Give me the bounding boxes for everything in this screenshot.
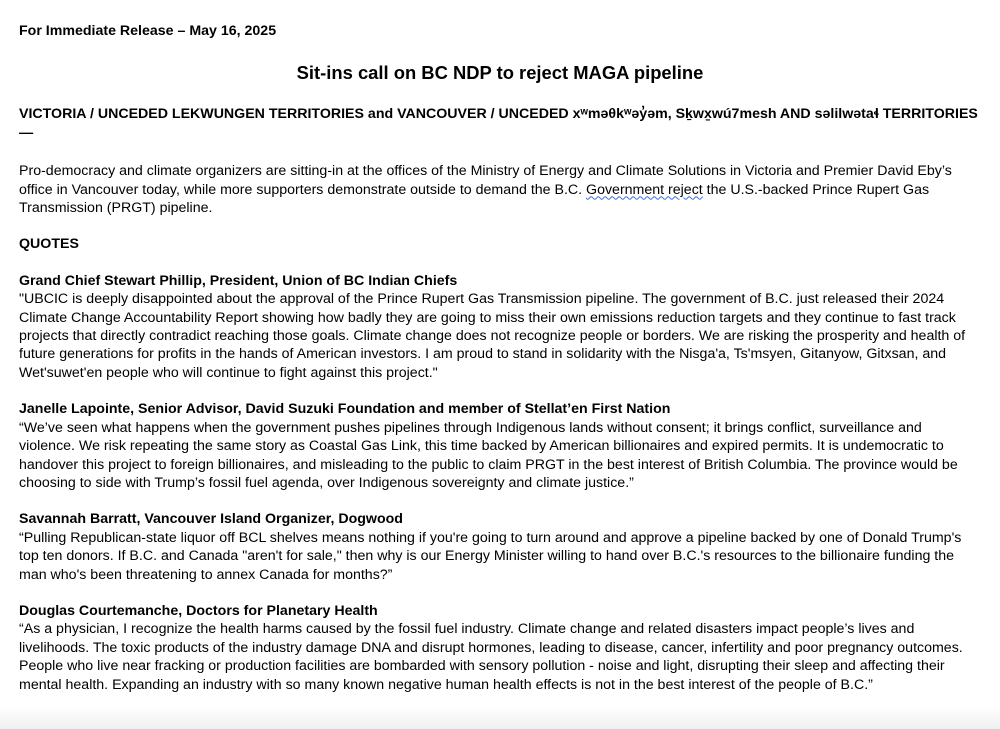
quotes-heading: QUOTES xyxy=(19,236,79,253)
quote-speaker: Savannah Barratt, Vancouver Island Organizer, Dogwood xyxy=(19,511,403,528)
press-release-page xyxy=(19,22,981,712)
quote-block xyxy=(19,400,981,492)
quote-speaker: Douglas Courtemanche, Doctors for Planetary Health xyxy=(19,602,378,619)
quote-speaker: Grand Chief Stewart Phillip, President, Union of BC Indian Chiefs xyxy=(19,272,458,289)
headline: Sit-ins call on BC NDP to reject MAGA pipeline xyxy=(296,62,704,84)
intro-text-before: Pro-democracy and climate organizers are sitting-in at the offices of the Ministry of Energy and Climate Solutions in Victoria and Premier David Eby’s office in Vancouver today, while more supporters demonstrate outside to demand the B.C. xyxy=(19,163,952,198)
quote-text: “Pulling Republican-state liquor off BCL shelves means nothing if you're going to turn around and approve a pipeline backed by one of Donald Trump's top ten donors. If B.C. and Canada "aren't for sale," then why is our Energy Minister willing to hand over B.C.'s resources to the billionaire funding the man who's been threatening to annex Canada for months?” xyxy=(19,529,962,583)
dateline-text: VICTORIA / UNCEDED LEKWUNGEN TERRITORIES and VANCOUVER / UNCEDED xʷməθkʷəy̓əm, Sḵwx̱wú7mesh AND səlilwətaɬ TERRITORIES xyxy=(19,106,978,123)
quote-text: “We’ve seen what happens when the government pushes pipelines through Indigenous lands without consent; it brings conflict, surveillance and violence. We risk repeating the same story as Coastal Gas Link, this time backed by American billionaires and expired permits. It is undemocratic to handover this project to foreign billionaires, and misleading to the public to claim PRGT in the best interest of British Columbia. The province would be choosing to side with Trump’s fossil fuel agenda, over Indigenous sovereignty and climate justice.” xyxy=(19,419,958,491)
quote-block xyxy=(19,272,981,382)
dateline xyxy=(19,105,981,142)
quote-block xyxy=(19,510,981,584)
quote-text: "UBCIC is deeply disappointed about the approval of the Prince Rupert Gas Transmission pipeline. The government of B.C. just released their 2024 Climate Change Accountability Report showing how badly they are going to miss their own emissions reduction targets and they continue to fast track projects that directly contradict reaching those goals. Climate change does not recognize people or borders. We are risking the prosperity and health of future generations for profits in the hands of American investors. I am proud to stand in solidarity with the Nisga'a, Ts'msyen, Gitanyow, Gitxsan, and Wet'suwet'en people who will continue to fight against this project." xyxy=(19,291,966,381)
quote-block xyxy=(19,602,981,694)
intro-text-after: the U.S.-backed Prince Rupert Gas Transmission (PRGT) pipeline. xyxy=(19,181,930,217)
dateline-dash: — xyxy=(19,124,34,141)
quote-speaker: Janelle Lapointe, Senior Advisor, David Suzuki Foundation and member of Stellat’en First Nation xyxy=(19,401,671,418)
spellcheck-flagged-text[interactable]: Government reject xyxy=(586,181,703,198)
release-date-line: For Immediate Release – May 16, 2025 xyxy=(19,23,277,39)
intro-paragraph xyxy=(19,162,981,217)
page-bottom-edge xyxy=(0,707,1000,729)
quote-text: “As a physician, I recognize the health harms caused by the fossil fuel industry. Climate change and related disasters impact people’s lives and livelihoods. The toxic products of the industry damage DNA and disrupt hormones, leading to disease, cancer, infertility and poor pregnancy outcomes. People who live near fracking or production facilities are bombarded with sensory pollution - noise and light, disrupting their sleep and affecting their mental health. Expanding an industry with so many known negative human health effects is not in the best interest of the people of B.C.” xyxy=(19,621,963,693)
